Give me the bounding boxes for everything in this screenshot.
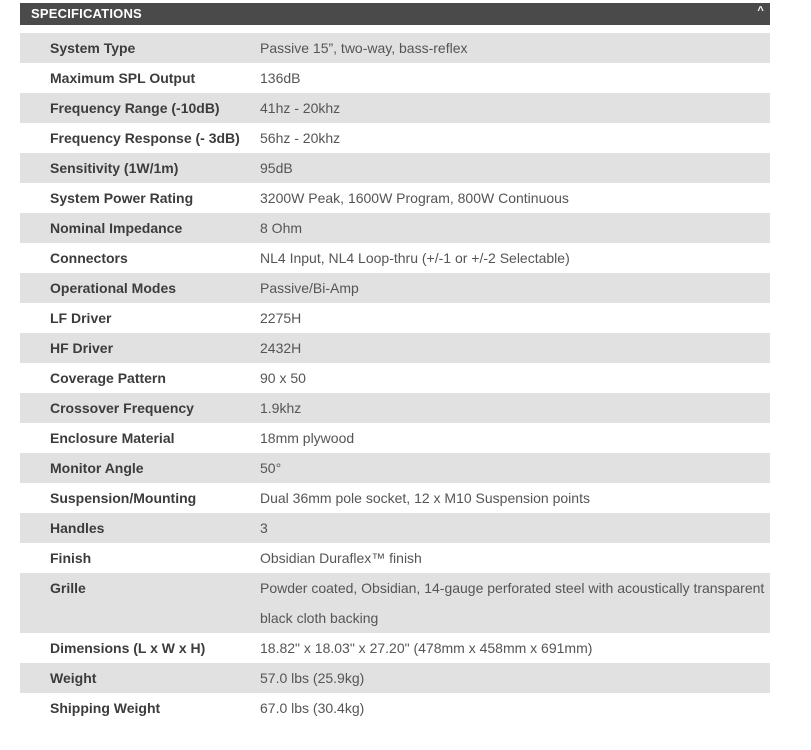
spec-value: 2432H <box>260 340 302 356</box>
spec-label: Weight <box>50 670 97 686</box>
spec-row-system-type <box>20 33 770 63</box>
spec-label: Connectors <box>50 250 128 266</box>
specifications-panel <box>20 3 770 723</box>
spec-value: NL4 Input, NL4 Loop-thru (+/-1 or +/-2 Selectable) <box>260 250 570 266</box>
spec-value: 3200W Peak, 1600W Program, 800W Continuous <box>260 190 569 206</box>
collapse-icon[interactable]: ^ <box>757 5 764 17</box>
spec-row-weight <box>20 663 770 693</box>
spec-label: Frequency Range (-10dB) <box>50 100 220 116</box>
spec-value: 18.82" x 18.03" x 27.20" (478mm x 458mm x 691mm) <box>260 640 593 656</box>
spec-row-frequency-response <box>20 123 770 153</box>
spec-value: 95dB <box>260 160 293 176</box>
spec-row-finish <box>20 543 770 573</box>
spec-label: Crossover Frequency <box>50 400 194 416</box>
spec-row-enclosure <box>20 423 770 453</box>
spec-label: Monitor Angle <box>50 460 144 476</box>
spec-row-sensitivity <box>20 153 770 183</box>
spec-row-shipping-weight <box>20 693 770 723</box>
spec-label: Dimensions (L x W x H) <box>50 640 206 656</box>
spec-value: 1.9khz <box>260 400 302 416</box>
spec-value: 90 x 50 <box>260 370 306 386</box>
spec-row-dimensions <box>20 633 770 663</box>
spec-label: Finish <box>50 550 92 566</box>
spec-label: Sensitivity (1W/1m) <box>50 160 179 176</box>
spec-label: Nominal Impedance <box>50 220 183 236</box>
spec-value: Passive/Bi-Amp <box>260 280 359 296</box>
spec-label: Enclosure Material <box>50 430 175 446</box>
spec-label: LF Driver <box>50 310 112 326</box>
spec-row-monitor-angle <box>20 453 770 483</box>
spec-value: 18mm plywood <box>260 430 355 446</box>
spec-value: 8 Ohm <box>260 220 303 236</box>
spec-label: Handles <box>50 520 105 536</box>
spec-value: 3 <box>260 520 268 536</box>
spec-row-coverage-pattern <box>20 363 770 393</box>
spec-value: Powder coated, Obsidian, 14-gauge perforated steel with acoustically transparent black cloth backing <box>260 580 765 626</box>
spec-value: 56hz - 20khz <box>260 130 341 146</box>
spec-value: 136dB <box>260 70 301 86</box>
spec-row-power-rating <box>20 183 770 213</box>
spec-row-suspension <box>20 483 770 513</box>
specifications-title: SPECIFICATIONS <box>31 6 142 21</box>
spec-row-frequency-range <box>20 93 770 123</box>
spec-value: 67.0 lbs (30.4kg) <box>260 700 365 716</box>
specifications-header[interactable] <box>20 3 770 25</box>
spec-label: Grille <box>50 580 86 596</box>
spec-row-max-spl <box>20 63 770 93</box>
spec-row-hf-driver <box>20 333 770 363</box>
spec-label: Suspension/Mounting <box>50 490 197 506</box>
spec-value: Obsidian Duraflex™ finish <box>260 550 422 566</box>
spec-value: 2275H <box>260 310 302 326</box>
spec-row-grille <box>20 573 770 633</box>
spec-label: Maximum SPL Output <box>50 70 196 86</box>
spec-label: System Power Rating <box>50 190 194 206</box>
spec-label: Shipping Weight <box>50 700 161 716</box>
spec-value: Passive 15”, two-way, bass-reflex <box>260 40 468 56</box>
spec-row-lf-driver <box>20 303 770 333</box>
spec-label: System Type <box>50 40 136 56</box>
spec-value: 41hz - 20khz <box>260 100 341 116</box>
spec-row-operational-modes <box>20 273 770 303</box>
spec-label: Coverage Pattern <box>50 370 166 386</box>
spec-row-crossover <box>20 393 770 423</box>
spec-row-handles <box>20 513 770 543</box>
spec-value: 57.0 lbs (25.9kg) <box>260 670 365 686</box>
spec-value: 50° <box>260 460 282 476</box>
spec-value: Dual 36mm pole socket, 12 x M10 Suspension points <box>260 490 590 506</box>
spec-row-connectors <box>20 243 770 273</box>
spec-label: HF Driver <box>50 340 114 356</box>
spec-label: Frequency Response (- 3dB) <box>50 130 240 146</box>
spec-row-impedance <box>20 213 770 243</box>
spec-table <box>20 33 770 723</box>
spec-label: Operational Modes <box>50 280 177 296</box>
